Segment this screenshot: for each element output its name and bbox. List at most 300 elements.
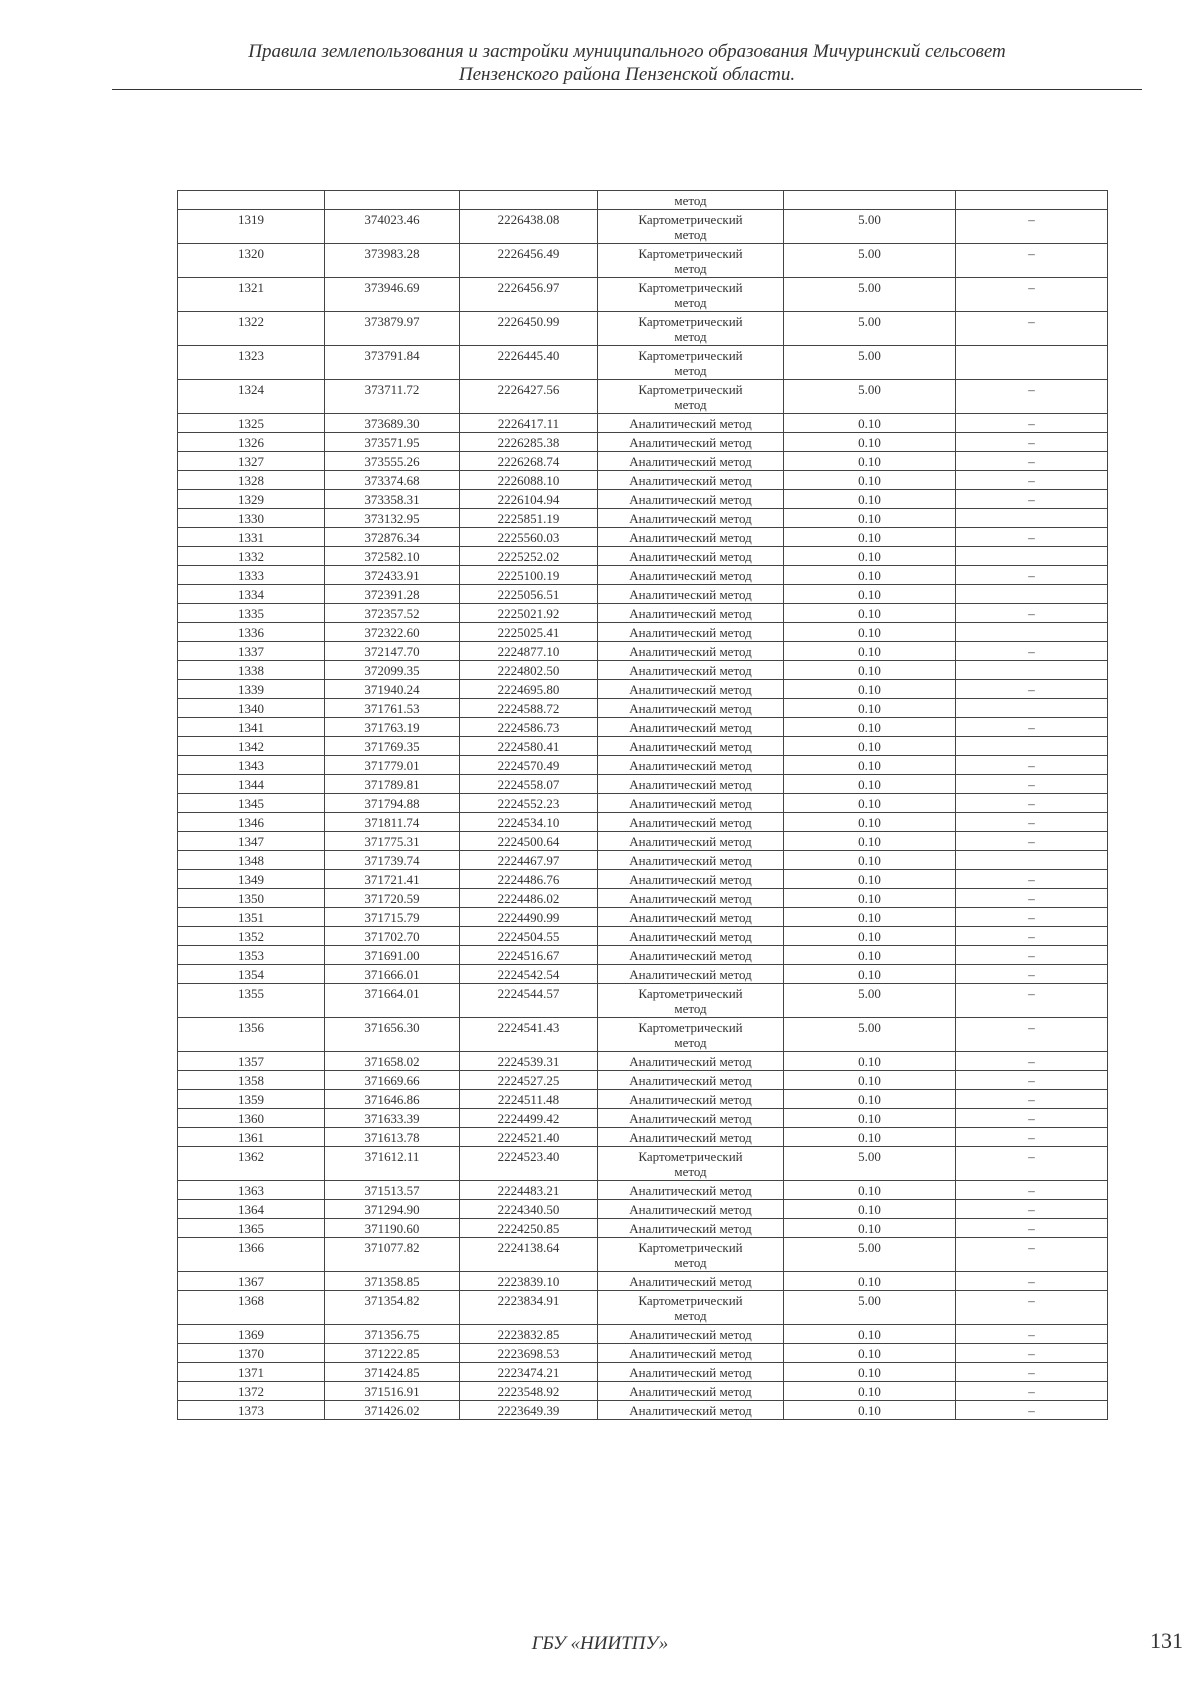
cell-x-coordinate: 373132.95 [325,509,460,528]
table-row [178,680,1108,699]
cell-y-coordinate: 2226456.49 [460,244,598,278]
cell-point-number: 1338 [178,661,325,680]
cell-x-coordinate: 371940.24 [325,680,460,699]
cell-x-coordinate: 372322.60 [325,623,460,642]
cell-y-coordinate: 2224504.55 [460,927,598,946]
cell-y-coordinate: 2223474.21 [460,1363,598,1382]
cell-description: – [956,984,1108,1018]
cell-description: – [956,604,1108,623]
cell-point-number: 1360 [178,1109,325,1128]
cell-y-coordinate: 2224542.54 [460,965,598,984]
cell-point-number: 1335 [178,604,325,623]
cell-x-coordinate: 371739.74 [325,851,460,870]
cell-point-number: 1348 [178,851,325,870]
cell-y-coordinate: 2225851.19 [460,509,598,528]
cell-x-coordinate: 371077.82 [325,1238,460,1272]
table-row [178,1219,1108,1238]
cell-x-coordinate: 371720.59 [325,889,460,908]
table-row [178,1109,1108,1128]
table-row [178,414,1108,433]
cell-description: – [956,965,1108,984]
table-row [178,566,1108,585]
cell-y-coordinate: 2224511.48 [460,1090,598,1109]
cell-x-coordinate: 373358.31 [325,490,460,509]
cell-description: – [956,1401,1108,1420]
table-row [178,946,1108,965]
cell-description [956,623,1108,642]
cell-determination-method: Аналитический метод [598,661,784,680]
footer-organization: ГБУ «НИИТПУ» [531,1633,669,1654]
cell-determination-method: Аналитический метод [598,623,784,642]
cell-description: – [956,1071,1108,1090]
table-row [178,471,1108,490]
cell-x-coordinate: 371658.02 [325,1052,460,1071]
cell-accuracy: 0.10 [784,1052,956,1071]
cell-y-coordinate: 2224250.85 [460,1219,598,1238]
cell-x-coordinate: 372357.52 [325,604,460,623]
cell-point-number: 1323 [178,346,325,380]
cell-description: – [956,1325,1108,1344]
cell-y-coordinate: 2224558.07 [460,775,598,794]
cell-point-number: 1337 [178,642,325,661]
cell-point-number: 1326 [178,433,325,452]
cell-accuracy: 0.10 [784,642,956,661]
cell-description: – [956,1200,1108,1219]
cell-description: – [956,210,1108,244]
cell-x-coordinate: 371721.41 [325,870,460,889]
cell-point-number: 1361 [178,1128,325,1147]
cell-accuracy: 0.10 [784,927,956,946]
cell-x-coordinate: 371612.11 [325,1147,460,1181]
cell-y-coordinate: 2224570.49 [460,756,598,775]
cell-x-coordinate: 371656.30 [325,1018,460,1052]
cell-point-number: 1328 [178,471,325,490]
table-row [178,718,1108,737]
cell-point-number: 1350 [178,889,325,908]
cell-description [956,737,1108,756]
cell-description: – [956,908,1108,927]
cell-y-coordinate: 2226456.97 [460,278,598,312]
cell-description: – [956,1363,1108,1382]
cell-point-number: 1369 [178,1325,325,1344]
cell-determination-method: Аналитический метод [598,452,784,471]
cell-x-coordinate: 371426.02 [325,1401,460,1420]
cell-determination-method: Аналитический метод [598,1109,784,1128]
cell-determination-method: Аналитический метод [598,414,784,433]
table-row [178,1401,1108,1420]
cell-y-coordinate: 2224483.21 [460,1181,598,1200]
table-row [178,1272,1108,1291]
table-row [178,1238,1108,1272]
cell-determination-method: Аналитический метод [598,1363,784,1382]
cell-point-number: 1365 [178,1219,325,1238]
cell-x-coordinate: 371794.88 [325,794,460,813]
table-row [178,794,1108,813]
table-row [178,889,1108,908]
cell-x-coordinate: 371779.01 [325,756,460,775]
cell-y-coordinate: 2226268.74 [460,452,598,471]
cell-determination-method: Аналитический метод [598,1344,784,1363]
cell-point-number: 1320 [178,244,325,278]
cell-y-coordinate: 2224541.43 [460,1018,598,1052]
cell-y-coordinate: 2224490.99 [460,908,598,927]
cell-determination-method: Картометрический метод [598,1018,784,1052]
table-row [178,1147,1108,1181]
cell-point-number: 1353 [178,946,325,965]
cell-point-number: 1372 [178,1382,325,1401]
cell-accuracy: 5.00 [784,1291,956,1325]
cell-point-number: 1324 [178,380,325,414]
cell-accuracy: 0.10 [784,775,956,794]
cell-y-coordinate: 2224588.72 [460,699,598,718]
cell-description: – [956,244,1108,278]
cell-accuracy: 5.00 [784,984,956,1018]
cell-x-coordinate: 371646.86 [325,1090,460,1109]
cell-point-number: 1363 [178,1181,325,1200]
cell-determination-method: Аналитический метод [598,642,784,661]
cell-description: – [956,433,1108,452]
table-body [178,191,1108,1420]
cell-y-coordinate: 2224467.97 [460,851,598,870]
cell-description [956,661,1108,680]
cell-point-number: 1345 [178,794,325,813]
cell-determination-method: Аналитический метод [598,1272,784,1291]
cell-accuracy: 0.10 [784,433,956,452]
cell-x-coordinate: 371761.53 [325,699,460,718]
cell-description: – [956,1291,1108,1325]
table-row [178,1291,1108,1325]
cell-accuracy: 0.10 [784,889,956,908]
table-row [178,1018,1108,1052]
table-row [178,452,1108,471]
cell-point-number: 1329 [178,490,325,509]
cell-y-coordinate: 2224527.25 [460,1071,598,1090]
table-row [178,965,1108,984]
cell-determination-method: Картометрический метод [598,210,784,244]
cell-accuracy: 0.10 [784,908,956,927]
cell-determination-method: Аналитический метод [598,585,784,604]
cell-description: – [956,1052,1108,1071]
cell-point-number: 1367 [178,1272,325,1291]
table-row [178,528,1108,547]
table-row [178,832,1108,851]
cell-description: – [956,1382,1108,1401]
cell-accuracy: 0.10 [784,1181,956,1200]
cell-determination-method: Картометрический метод [598,312,784,346]
cell-accuracy: 0.10 [784,509,956,528]
cell-x-coordinate: 372099.35 [325,661,460,680]
cell-point-number: 1349 [178,870,325,889]
cell-determination-method: Картометрический метод [598,1238,784,1272]
cell-determination-method: Аналитический метод [598,794,784,813]
cell-description: – [956,794,1108,813]
cell-x-coordinate: 371769.35 [325,737,460,756]
cell-point-number: 1362 [178,1147,325,1181]
cell-y-coordinate: 2224340.50 [460,1200,598,1219]
cell-x-coordinate: 372147.70 [325,642,460,661]
cell-y-coordinate: 2226427.56 [460,380,598,414]
cell-y-coordinate: 2224539.31 [460,1052,598,1071]
cell-accuracy: 0.10 [784,1363,956,1382]
cell-determination-method: Аналитический метод [598,1090,784,1109]
cell-x-coordinate: 371789.81 [325,775,460,794]
cell-determination-method: Аналитический метод [598,832,784,851]
cell-y-coordinate: 2224802.50 [460,661,598,680]
cell-point-number: 1370 [178,1344,325,1363]
table-row [178,1325,1108,1344]
cell-determination-method: Аналитический метод [598,775,784,794]
cell-accuracy: 0.10 [784,623,956,642]
header-title-line2: Пензенского района Пензенской области. [458,64,796,85]
cell-determination-method: Картометрический метод [598,380,784,414]
cell-y-coordinate: 2226438.08 [460,210,598,244]
cell-x-coordinate: 374023.46 [325,210,460,244]
cell-point-number: 1340 [178,699,325,718]
cell-y-coordinate: 2223698.53 [460,1344,598,1363]
cell-determination-method: Аналитический метод [598,1219,784,1238]
cell-accuracy: 0.10 [784,756,956,775]
table-row [178,756,1108,775]
table-row [178,433,1108,452]
cell-y-coordinate: 2224486.76 [460,870,598,889]
cell-accuracy: 0.10 [784,585,956,604]
cell-x-coordinate: 371664.01 [325,984,460,1018]
cell-y-coordinate: 2224499.42 [460,1109,598,1128]
cell-point-number: 1336 [178,623,325,642]
cell-y-coordinate: 2226445.40 [460,346,598,380]
cell-accuracy: 0.10 [784,1325,956,1344]
cell-accuracy: 0.10 [784,1071,956,1090]
cell-description: – [956,718,1108,737]
cell-description: – [956,813,1108,832]
table-row [178,346,1108,380]
cell-determination-method: Аналитический метод [598,1052,784,1071]
cell-y-coordinate: 2224534.10 [460,813,598,832]
cell-accuracy: 0.10 [784,1090,956,1109]
cell-point-number: 1351 [178,908,325,927]
cell-y-coordinate: 2224695.80 [460,680,598,699]
cell-description: – [956,528,1108,547]
cell-y-coordinate: 2224586.73 [460,718,598,737]
table-row [178,585,1108,604]
cell-point-number: 1319 [178,210,325,244]
cell-description [956,191,1108,210]
cell-determination-method: Аналитический метод [598,737,784,756]
cell-determination-method: Аналитический метод [598,699,784,718]
cell-y-coordinate: 2225025.41 [460,623,598,642]
table-row [178,1128,1108,1147]
cell-accuracy: 0.10 [784,965,956,984]
cell-description: – [956,1181,1108,1200]
cell-accuracy: 0.10 [784,566,956,585]
cell-accuracy: 0.10 [784,490,956,509]
cell-x-coordinate: 371516.91 [325,1382,460,1401]
cell-description [956,547,1108,566]
table-row [178,927,1108,946]
cell-determination-method: Аналитический метод [598,566,784,585]
cell-determination-method: Картометрический метод [598,278,784,312]
table-row [178,547,1108,566]
cell-y-coordinate: 2223832.85 [460,1325,598,1344]
cell-determination-method: Аналитический метод [598,946,784,965]
cell-description: – [956,946,1108,965]
cell-accuracy: 0.10 [784,1344,956,1363]
cell-determination-method: Картометрический метод [598,346,784,380]
cell-point-number: 1358 [178,1071,325,1090]
cell-x-coordinate [325,191,460,210]
table-row [178,210,1108,244]
cell-description: – [956,775,1108,794]
cell-description: – [956,1147,1108,1181]
cell-description: – [956,1238,1108,1272]
cell-point-number: 1334 [178,585,325,604]
cell-accuracy: 0.10 [784,1272,956,1291]
cell-accuracy: 0.10 [784,1382,956,1401]
cell-determination-method: Аналитический метод [598,908,784,927]
cell-accuracy: 0.10 [784,832,956,851]
cell-x-coordinate: 373555.26 [325,452,460,471]
cell-determination-method: Аналитический метод [598,927,784,946]
cell-description [956,585,1108,604]
cell-y-coordinate: 2224500.64 [460,832,598,851]
table-row [178,984,1108,1018]
cell-accuracy: 0.10 [784,794,956,813]
cell-determination-method: Аналитический метод [598,813,784,832]
cell-x-coordinate: 371190.60 [325,1219,460,1238]
cell-x-coordinate: 373689.30 [325,414,460,433]
cell-accuracy: 5.00 [784,244,956,278]
cell-description: – [956,312,1108,346]
cell-determination-method: Аналитический метод [598,433,784,452]
cell-accuracy: 5.00 [784,210,956,244]
cell-determination-method: Аналитический метод [598,604,784,623]
table-row [178,380,1108,414]
cell-accuracy: 5.00 [784,346,956,380]
cell-description: – [956,870,1108,889]
table-row [178,642,1108,661]
coordinates-table [177,190,1108,1420]
cell-determination-method: Аналитический метод [598,471,784,490]
page-number: 131 [1150,1628,1183,1653]
cell-x-coordinate: 373791.84 [325,346,460,380]
cell-determination-method: Картометрический метод [598,1291,784,1325]
cell-point-number: 1371 [178,1363,325,1382]
cell-accuracy: 0.10 [784,870,956,889]
cell-accuracy: 0.10 [784,471,956,490]
cell-y-coordinate: 2226088.10 [460,471,598,490]
cell-point-number: 1368 [178,1291,325,1325]
table-row [178,737,1108,756]
cell-y-coordinate: 2225560.03 [460,528,598,547]
table-row [178,661,1108,680]
table-row [178,813,1108,832]
cell-accuracy: 0.10 [784,1128,956,1147]
cell-x-coordinate: 371294.90 [325,1200,460,1219]
cell-x-coordinate: 371356.75 [325,1325,460,1344]
cell-description: – [956,1018,1108,1052]
cell-y-coordinate: 2224521.40 [460,1128,598,1147]
header-title-line1: Правила землепользования и застройки муниципального образования Мичуринский сельсовет [248,41,1006,62]
cell-point-number: 1325 [178,414,325,433]
cell-description: – [956,452,1108,471]
cell-y-coordinate: 2224516.67 [460,946,598,965]
cell-point-number: 1359 [178,1090,325,1109]
cell-accuracy: 5.00 [784,380,956,414]
cell-determination-method: Аналитический метод [598,1325,784,1344]
cell-description: – [956,642,1108,661]
table-row [178,244,1108,278]
cell-x-coordinate: 371669.66 [325,1071,460,1090]
cell-description: – [956,680,1108,699]
cell-determination-method: Аналитический метод [598,965,784,984]
cell-point-number: 1344 [178,775,325,794]
cell-description: – [956,756,1108,775]
cell-y-coordinate: 2226104.94 [460,490,598,509]
cell-accuracy: 0.10 [784,547,956,566]
cell-determination-method: Аналитический метод [598,547,784,566]
cell-description: – [956,1219,1108,1238]
cell-determination-method: Аналитический метод [598,1071,784,1090]
cell-determination-method: Аналитический метод [598,1128,784,1147]
cell-accuracy: 0.10 [784,813,956,832]
cell-y-coordinate: 2225100.19 [460,566,598,585]
cell-accuracy: 0.10 [784,851,956,870]
cell-x-coordinate: 371763.19 [325,718,460,737]
cell-y-coordinate: 2224877.10 [460,642,598,661]
cell-x-coordinate: 371811.74 [325,813,460,832]
cell-description: – [956,414,1108,433]
table-row [178,1071,1108,1090]
cell-x-coordinate: 371691.00 [325,946,460,965]
table-row [178,775,1108,794]
cell-determination-method: Аналитический метод [598,889,784,908]
table-row [178,851,1108,870]
table-row [178,1200,1108,1219]
cell-y-coordinate: 2224544.57 [460,984,598,1018]
cell-determination-method: Картометрический метод [598,244,784,278]
cell-y-coordinate: 2223649.39 [460,1401,598,1420]
cell-accuracy: 0.10 [784,680,956,699]
cell-description: – [956,1090,1108,1109]
cell-accuracy: 0.10 [784,737,956,756]
cell-description: – [956,889,1108,908]
cell-description: – [956,490,1108,509]
cell-accuracy: 0.10 [784,414,956,433]
cell-description: – [956,1344,1108,1363]
cell-description: – [956,1109,1108,1128]
table-row [178,870,1108,889]
cell-determination-method: Аналитический метод [598,756,784,775]
cell-description [956,346,1108,380]
cell-point-number: 1331 [178,528,325,547]
cell-x-coordinate: 371715.79 [325,908,460,927]
table-row [178,908,1108,927]
cell-accuracy: 0.10 [784,699,956,718]
cell-determination-method: метод [598,191,784,210]
cell-point-number: 1357 [178,1052,325,1071]
cell-x-coordinate: 373374.68 [325,471,460,490]
cell-point-number: 1321 [178,278,325,312]
cell-determination-method: Аналитический метод [598,718,784,737]
cell-description: – [956,1128,1108,1147]
cell-description [956,509,1108,528]
cell-y-coordinate: 2226417.11 [460,414,598,433]
table-row-continuation [178,191,1108,210]
table-row [178,1052,1108,1071]
cell-accuracy: 5.00 [784,1147,956,1181]
cell-x-coordinate: 371354.82 [325,1291,460,1325]
cell-description: – [956,566,1108,585]
